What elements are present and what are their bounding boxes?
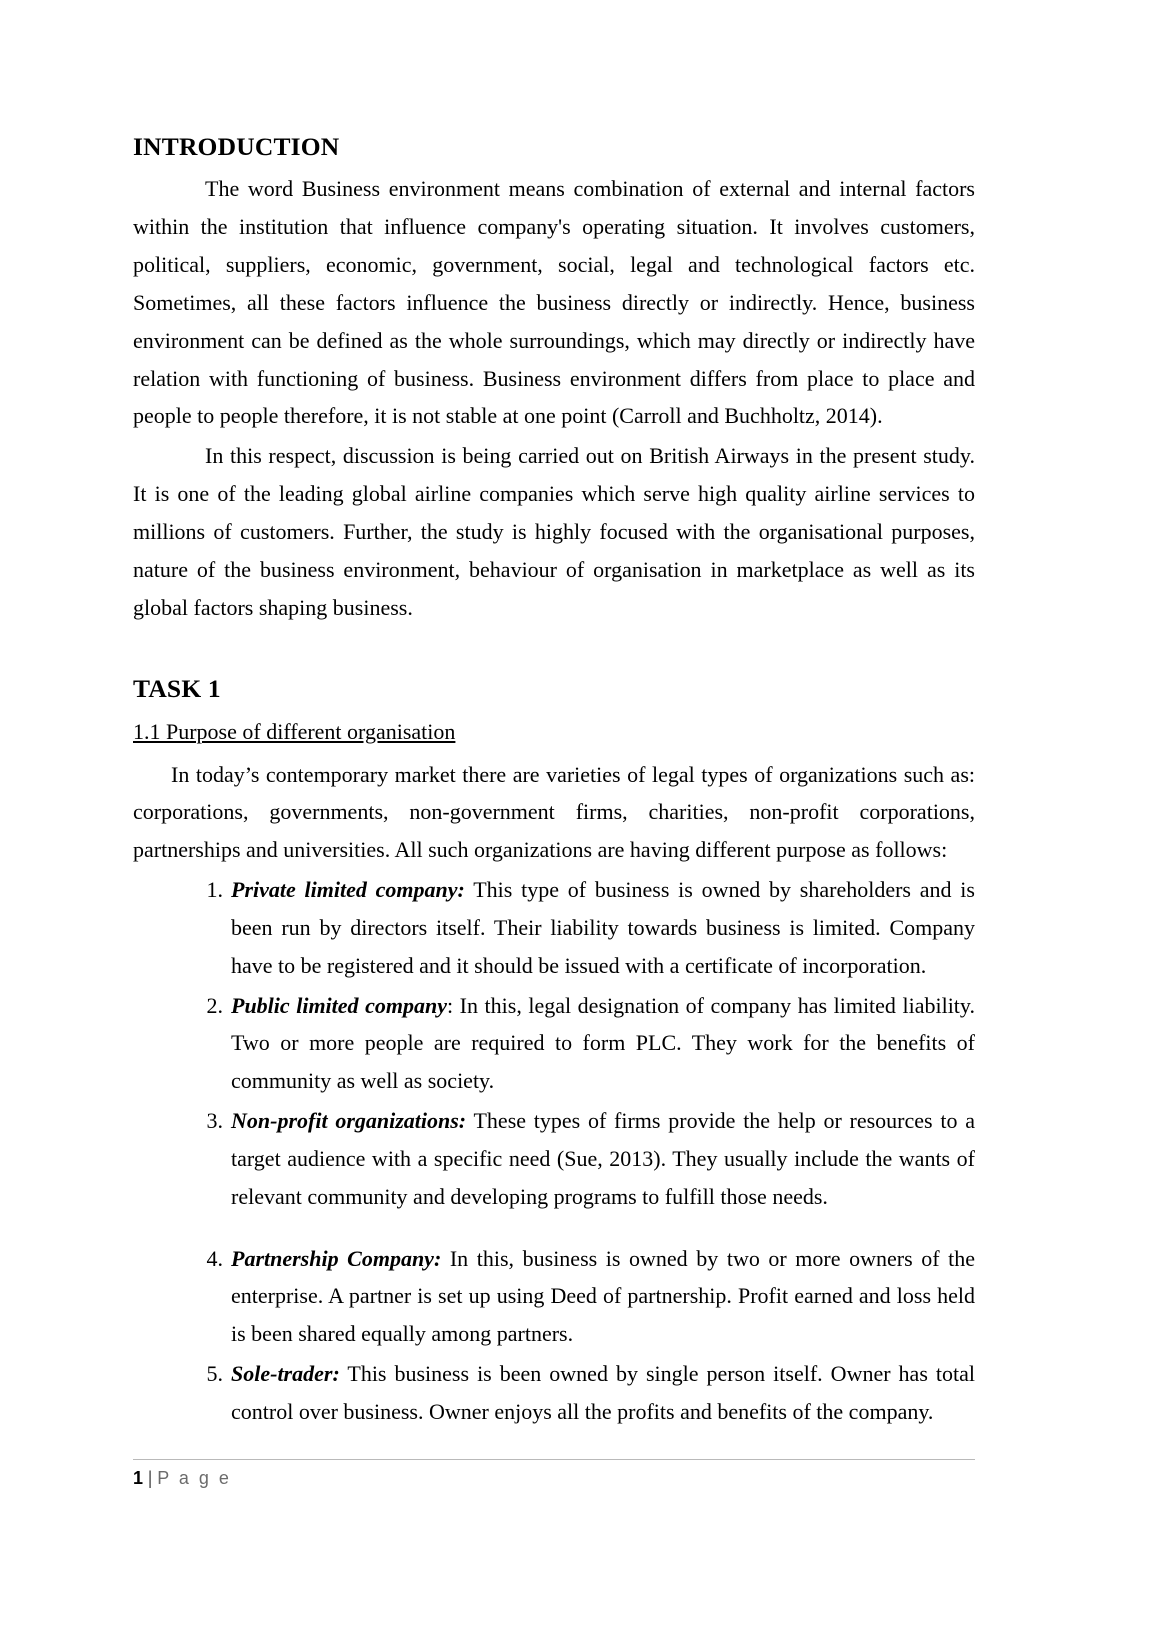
introduction-paragraph-1: The word Business environment means combination of external and internal factors within the institution that influence company's operating situation. It involves customers, political, suppliers, economic, government, social, legal and technological factors etc. Sometimes, all these factors influence the business directly or indirectly. Hence, business environment can be defined as the whole surroundings, which may directly or indirectly have relation with functioning of business. Business environment differs from place to place and people to people therefore, it is not stable at one point (Carroll and Buchholtz, 2014). xyxy=(133,176,975,429)
list-item-term: Non-profit organizations: xyxy=(231,1108,467,1134)
list-item-number: 3. xyxy=(206,1108,223,1134)
introduction-heading: INTRODUCTION xyxy=(133,132,340,161)
task1-subheading: 1.1 Purpose of different organisation xyxy=(133,718,456,744)
list-item-number: 4. xyxy=(206,1245,223,1271)
page-footer xyxy=(133,1459,975,1490)
footer-separator: | xyxy=(147,1468,153,1488)
list-item-text: These types of firms provide the help or resources to a target audience with a specific need (Sue, 2013). They usually include the wants of relevant community and developing programs to fulfill those needs. xyxy=(231,1108,975,1209)
list-item-number: 1. xyxy=(206,877,223,903)
list-item-term: Partnership Company: xyxy=(231,1245,442,1271)
list-item xyxy=(133,987,975,1100)
document-body xyxy=(133,130,975,1431)
footer-page-label: P a g e xyxy=(157,1468,232,1488)
list-item xyxy=(133,1240,975,1353)
list-item-text: : In this, legal designation of company has limited liability. Two or more people are required to form PLC. They work for the benefits of community as well as society. xyxy=(231,992,975,1094)
footer-page-number: 1 xyxy=(133,1468,144,1488)
list-item-number: 5. xyxy=(206,1361,223,1386)
list-item xyxy=(133,871,975,984)
list-item-term: Public limited company xyxy=(231,992,447,1018)
list-item-term: Private limited company: xyxy=(231,877,465,903)
list-item-text: This business is been owned by single person itself. Owner has total control over business. Owner enjoys all the profits and benefits of the company. xyxy=(231,1361,975,1424)
task1-intro-paragraph: In today’s contemporary market there are varieties of legal types of organizations such as: corporations, governments, non-government firms, charities, non-profit corporations, partnerships and universities. All such organizations are having different purpose as follows: xyxy=(133,761,975,863)
list-item-text: This type of business is owned by shareholders and is been run by directors itself. Their liability towards business is limited. Company have to be registered and it should be issued with a certificate of incorporation. xyxy=(231,877,975,978)
introduction-paragraph-2: In this respect, discussion is being carried out on British Airways in the present study. It is one of the leading global airline companies which serve high quality airline services to millions of customers. Further, the study is highly focused with the organisational purposes, nature of the business environment, behaviour of organisation in marketplace as well as its global factors shaping business. xyxy=(133,443,975,620)
list-item xyxy=(133,1355,975,1431)
list-item-number: 2. xyxy=(206,992,223,1018)
list-item xyxy=(133,1102,975,1215)
list-item-term: Sole-trader: xyxy=(231,1361,340,1386)
organisation-types-list xyxy=(133,871,975,1431)
list-item-text: In this, business is owned by two or more owners of the enterprise. A partner is set up using Deed of partnership. Profit earned and loss held is been shared equally among partners. xyxy=(231,1245,975,1347)
task1-heading: TASK 1 xyxy=(133,674,221,704)
